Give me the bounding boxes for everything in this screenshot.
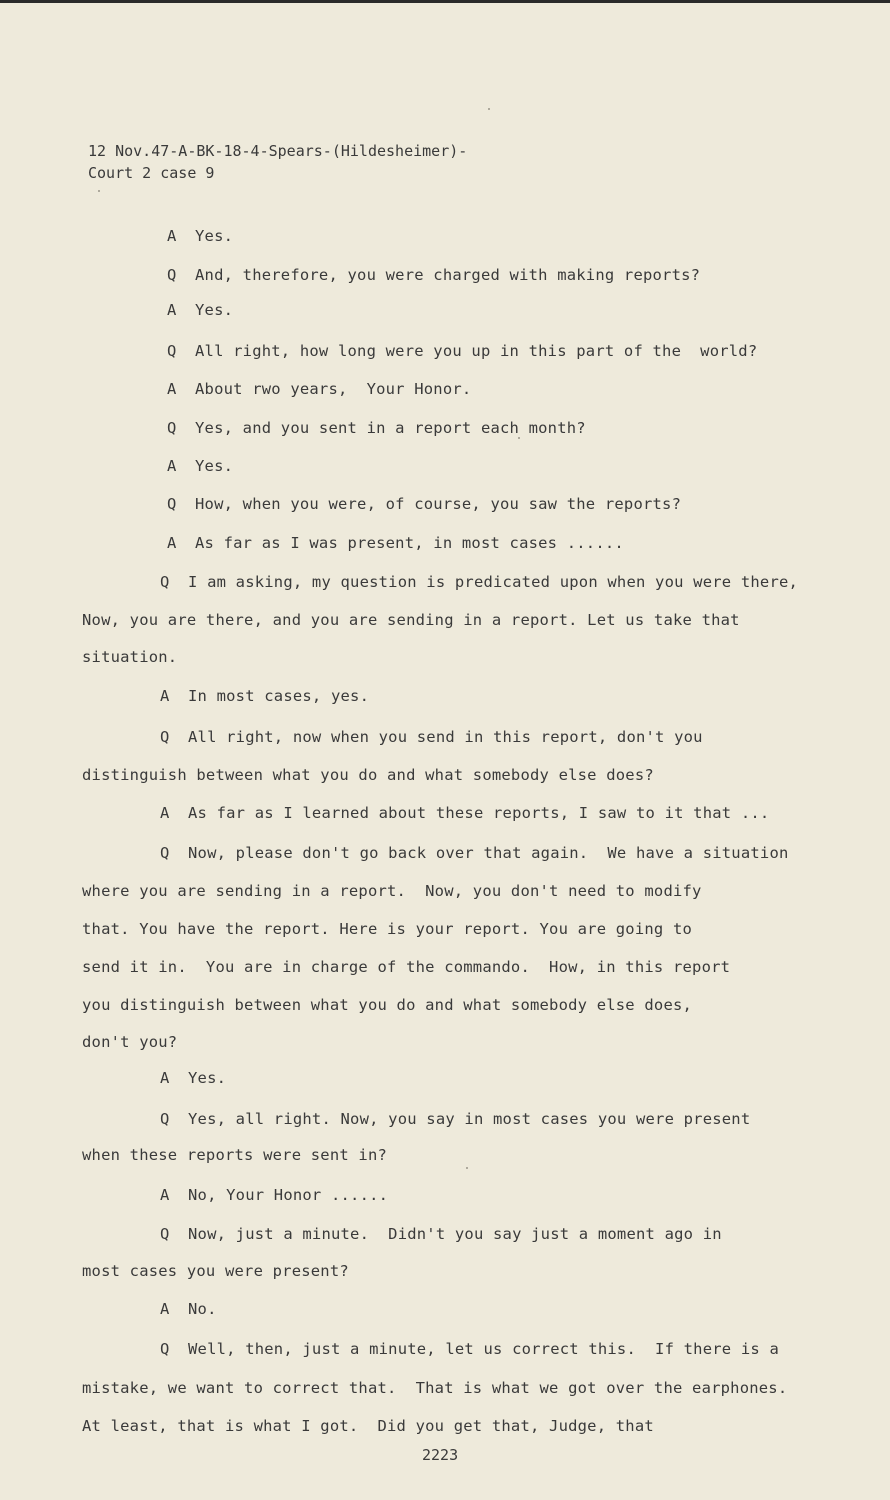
speaker-label: A <box>167 534 177 552</box>
testimony-line <box>167 301 233 319</box>
testimony-line <box>167 342 757 360</box>
testimony-line <box>167 495 681 513</box>
continuation-line <box>82 766 654 784</box>
speaker-label: A <box>167 380 177 398</box>
continuation-line <box>82 1146 387 1164</box>
line-text: No. <box>188 1300 217 1318</box>
testimony-line <box>160 1225 722 1243</box>
speaker-label: Q <box>167 419 177 437</box>
speaker-label: A <box>167 457 177 475</box>
line-text: where you are sending in a report. Now, you don't need to modify <box>82 882 702 900</box>
speaker-label: Q <box>160 844 170 862</box>
line-text: don't you? <box>82 1033 178 1051</box>
line-text: mistake, we want to correct that. That is what we got over the earphones. <box>82 1379 788 1397</box>
line-text: when these reports were sent in? <box>82 1146 388 1164</box>
line-text: About rwo years, Your Honor. <box>195 380 472 398</box>
line-text: send it in. You are in charge of the commando. How, in this report <box>82 958 731 976</box>
header-court-line: Court 2 case 9 <box>88 164 215 182</box>
line-text: Yes. <box>195 301 234 319</box>
line-text: As far as I was present, in most cases ...... <box>195 534 624 552</box>
continuation-line <box>82 1033 177 1051</box>
line-text: All right, now when you send in this report, don't you <box>188 728 703 746</box>
testimony-line <box>167 227 233 245</box>
testimony-line <box>160 1110 750 1128</box>
line-text: As far as I learned about these reports, I saw to it that ... <box>188 804 770 822</box>
speaker-label: Q <box>167 266 177 284</box>
paper-speck <box>488 108 490 110</box>
testimony-line <box>160 844 789 862</box>
speaker-label: Q <box>167 342 177 360</box>
testimony-line <box>167 419 586 437</box>
speaker-label: Q <box>160 573 170 591</box>
continuation-line <box>82 920 692 938</box>
continuation-line <box>82 996 692 1014</box>
testimony-line <box>167 457 233 475</box>
continuation-line <box>82 611 740 629</box>
testimony-line <box>160 687 369 705</box>
line-text: distinguish between what you do and what somebody else does? <box>82 766 654 784</box>
testimony-line <box>160 1186 388 1204</box>
line-text: All right, how long were you up in this part of the world? <box>195 342 758 360</box>
line-text: situation. <box>82 648 178 666</box>
testimony-line <box>167 266 700 284</box>
speaker-label: A <box>160 804 170 822</box>
continuation-line <box>82 648 177 666</box>
paper-speck <box>466 1167 468 1169</box>
line-text: Now, you are there, and you are sending in a report. Let us take that <box>82 611 740 629</box>
speaker-label: A <box>167 227 177 245</box>
speaker-label: A <box>160 1186 170 1204</box>
top-edge-line <box>0 0 890 3</box>
line-text: And, therefore, you were charged with making reports? <box>195 266 701 284</box>
document-header <box>88 140 467 184</box>
testimony-line <box>167 534 624 552</box>
header-reference-line: 12 Nov.47-A-BK-18-4-Spears-(Hildesheimer)- <box>88 142 468 160</box>
testimony-line <box>160 728 703 746</box>
speaker-label: Q <box>160 728 170 746</box>
line-text: Yes. <box>195 227 234 245</box>
line-text: Yes. <box>195 457 234 475</box>
line-text: How, when you were, of course, you saw the reports? <box>195 495 682 513</box>
line-text: Yes, all right. Now, you say in most cases you were present <box>188 1110 751 1128</box>
speaker-label: A <box>160 687 170 705</box>
testimony-line <box>167 380 471 398</box>
paper-speck <box>98 190 100 192</box>
continuation-line <box>82 1417 654 1435</box>
testimony-line <box>160 1069 226 1087</box>
speaker-label: A <box>160 1069 170 1087</box>
line-text: Yes, and you sent in a report each month? <box>195 419 586 437</box>
speaker-label: A <box>160 1300 170 1318</box>
paper-speck <box>518 437 520 439</box>
speaker-label: Q <box>167 495 177 513</box>
line-text: most cases you were present? <box>82 1262 349 1280</box>
speaker-label: Q <box>160 1340 170 1358</box>
page-number: 2223 <box>422 1446 459 1464</box>
continuation-line <box>82 958 730 976</box>
continuation-line <box>82 1262 349 1280</box>
line-text: At least, that is what I got. Did you get that, Judge, that <box>82 1417 654 1435</box>
line-text: you distinguish between what you do and what somebody else does, <box>82 996 693 1014</box>
line-text: In most cases, yes. <box>188 687 370 705</box>
testimony-line <box>160 804 769 822</box>
line-text: Yes. <box>188 1069 227 1087</box>
line-text: Well, then, just a minute, let us correct this. If there is a <box>188 1340 779 1358</box>
speaker-label: Q <box>160 1110 170 1128</box>
continuation-line <box>82 882 702 900</box>
testimony-line <box>160 1340 779 1358</box>
testimony-line <box>160 573 798 591</box>
speaker-label: Q <box>160 1225 170 1243</box>
line-text: I am asking, my question is predicated upon when you were there, <box>188 573 799 591</box>
line-text: Now, just a minute. Didn't you say just a moment ago in <box>188 1225 722 1243</box>
line-text: No, Your Honor ...... <box>188 1186 389 1204</box>
line-text: that. You have the report. Here is your report. You are going to <box>82 920 693 938</box>
line-text: Now, please don't go back over that again. We have a situation <box>188 844 789 862</box>
continuation-line <box>82 1379 787 1397</box>
testimony-line <box>160 1300 217 1318</box>
speaker-label: A <box>167 301 177 319</box>
